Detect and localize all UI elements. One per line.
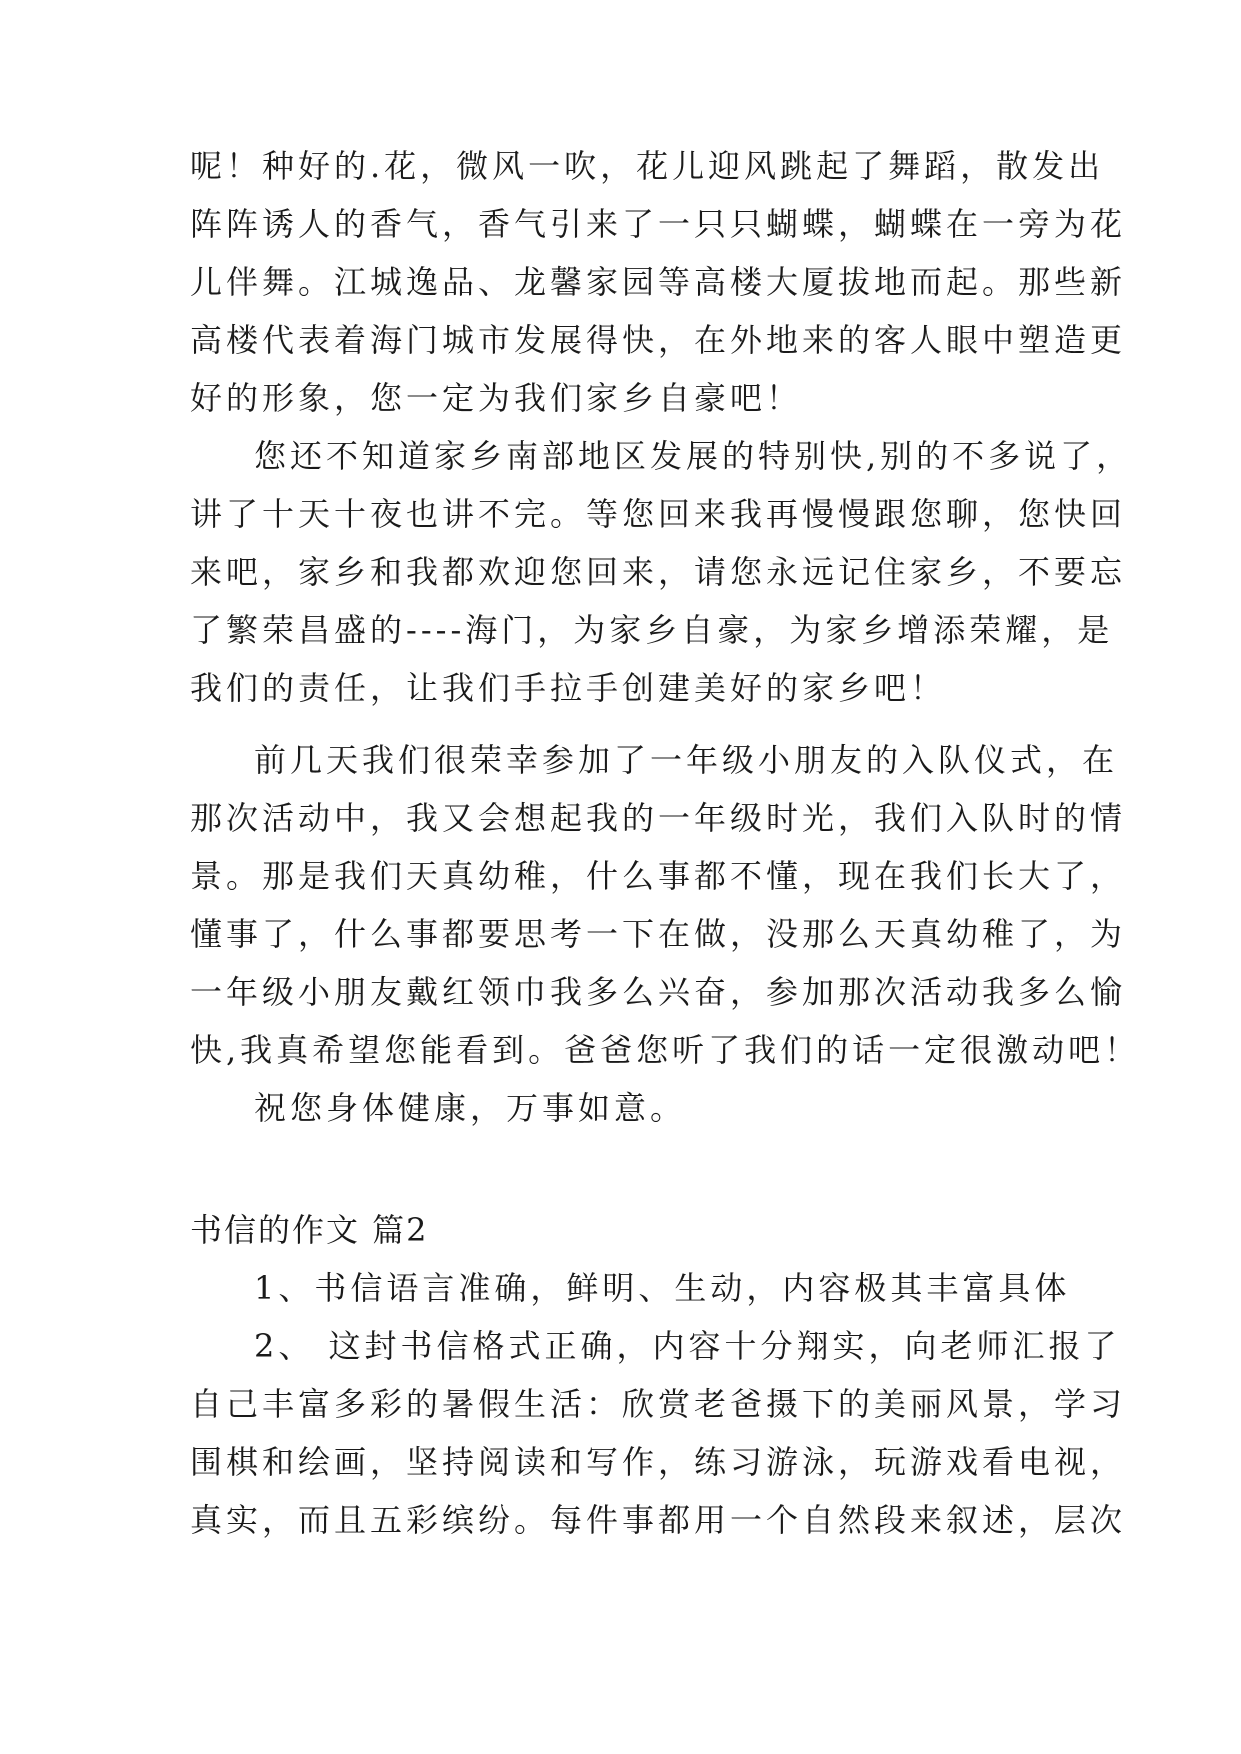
text-line: 阵阵诱人的香气，香气引来了一只只蝴蝶，蝴蝶在一旁为花 [190, 205, 1127, 243]
text-line: 景。那是我们天真幼稚，什么事都不懂，现在我们长大了， [190, 857, 1127, 895]
text-line: 围棋和绘画，坚持阅读和写作，练习游泳，玩游戏看电视， [190, 1443, 1127, 1481]
text-line: 一年级小朋友戴红领巾我多么兴奋，参加那次活动我多么愉 [190, 973, 1127, 1011]
paragraph-start: 您还不知道家乡南部地区发展的特别快,别的不多说了， [254, 437, 1133, 475]
text-line: 懂事了，什么事都要思考一下在做，没那么天真幼稚了，为 [190, 915, 1127, 953]
text-line: 快,我真希望您能看到。爸爸您听了我们的话一定很激动吧！ [190, 1031, 1141, 1069]
text-line: 那次活动中，我又会想起我的一年级时光，我们入队时的情 [190, 799, 1127, 837]
text-line: 来吧，家乡和我都欢迎您回来，请您永远记住家乡，不要忘 [190, 553, 1127, 591]
closing-line: 祝您身体健康，万事如意。 [254, 1089, 687, 1127]
text-line: 高楼代表着海门城市发展得快，在外地来的客人眼中塑造更 [190, 321, 1127, 359]
text-line: 真实，而且五彩缤纷。每件事都用一个自然段来叙述，层次 [190, 1501, 1127, 1539]
section-heading: 书信的作文 篇2 [190, 1211, 429, 1249]
text-line: 自己丰富多彩的暑假生活：欣赏老爸摄下的美丽风景，学习 [190, 1385, 1127, 1423]
paragraph-start: 前几天我们很荣幸参加了一年级小朋友的入队仪式，在 [254, 741, 1119, 779]
text-line: 呢！种好的.花，微风一吹，花儿迎风跳起了舞蹈，散发出 [190, 147, 1105, 185]
list-item: 1、书信语言准确，鲜明、生动，内容极其丰富具体 [254, 1269, 1071, 1307]
text-line: 好的形象，您一定为我们家乡自豪吧！ [190, 379, 803, 417]
text-line: 讲了十天十夜也讲不完。等您回来我再慢慢跟您聊，您快回 [190, 495, 1127, 533]
text-line: 我们的责任，让我们手拉手创建美好的家乡吧！ [190, 669, 947, 707]
text-line: 儿伴舞。江城逸品、龙馨家园等高楼大厦拔地而起。那些新 [190, 263, 1127, 301]
list-item: 2、 这封书信格式正确，内容十分翔实，向老师汇报了 [254, 1327, 1121, 1365]
text-line: 了繁荣昌盛的----海门，为家乡自豪，为家乡增添荣耀，是 [190, 611, 1114, 649]
